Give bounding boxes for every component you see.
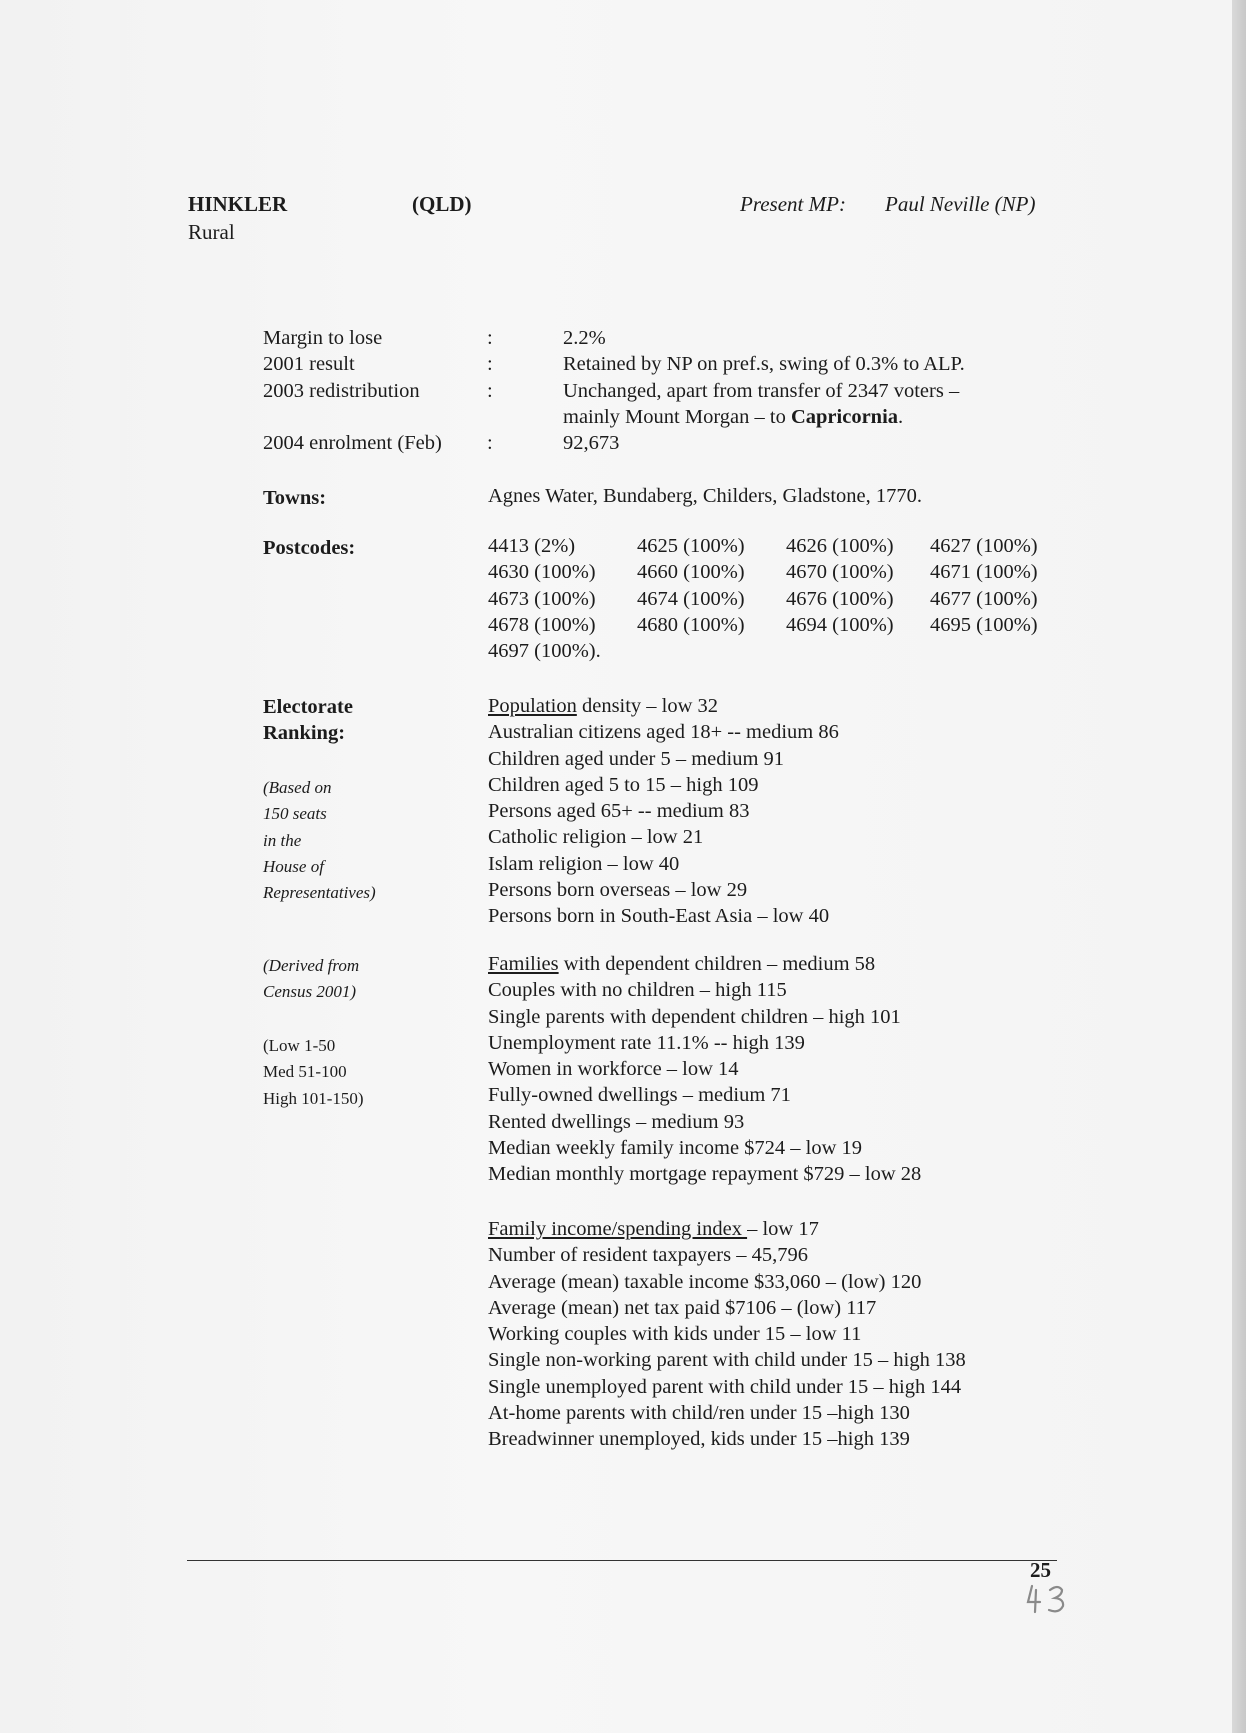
ranking-line: Single parents with dependent children – high 101 (488, 1005, 901, 1028)
present-mp-name: Paul Neville (NP) (885, 192, 1036, 216)
ranking-line: Persons aged 65+ -- medium 83 (488, 800, 750, 823)
postcode-item: 4413 (2%) (488, 535, 576, 557)
ranking-line: Working couples with kids under 15 – low 11 (488, 1323, 862, 1346)
postcode-item: 4677 (100%) (930, 587, 1038, 610)
postcode-item: 4671 (100%) (930, 561, 1038, 584)
postcode-item: 4673 (100%) (488, 587, 596, 610)
fact-label: 2004 enrolment (Feb) (263, 432, 442, 455)
postcode-item: 4626 (100%) (786, 535, 894, 557)
ranking-label-line1: Electorate (263, 696, 353, 718)
facts-labels (263, 325, 442, 456)
postcodes-grid (488, 533, 1050, 664)
facts-separators (487, 325, 493, 456)
ranking-group-families (488, 951, 921, 1188)
ranking-label-line2: Ranking: (263, 722, 346, 744)
postcode-item: 4625 (100%) (637, 535, 745, 557)
electorate-name: HINKLER (188, 192, 288, 216)
fact-value-continuation: mainly Mount Morgan – to Capricornia. (563, 405, 904, 428)
postcodes-label: Postcodes: (263, 537, 356, 559)
towns-label: Towns: (263, 487, 327, 509)
postcode-item: 4680 (100%) (637, 613, 745, 636)
ranking-line: Persons born overseas – low 29 (488, 879, 748, 902)
ranking-group-population (488, 693, 839, 930)
fact-value: Unchanged, apart from transfer of 2347 voters – (563, 379, 960, 402)
ranking-line: At-home parents with child/ren under 15 –high 130 (488, 1402, 910, 1425)
ranking-line: Average (mean) net tax paid $7106 – (low) 117 (488, 1296, 877, 1319)
facts-values (563, 325, 965, 456)
fact-separator: : (487, 432, 493, 455)
present-mp-label: Present MP: (740, 192, 846, 216)
postcode-item: 4674 (100%) (637, 587, 745, 610)
ranking-line: Children aged under 5 – medium 91 (488, 747, 785, 770)
fact-value: 92,673 (563, 432, 620, 455)
ranking-line: Breadwinner unemployed, kids under 15 –high 139 (488, 1428, 910, 1451)
postcode-item: 4695 (100%) (930, 613, 1038, 636)
ranking-line: Catholic religion – low 21 (488, 826, 704, 849)
postcode-item: 4627 (100%) (930, 535, 1038, 557)
ranking-basis-note: (Based on 150 seats in the House of Representatives) (263, 778, 376, 903)
ranking-group-heading: Families with dependent children – medium 58 (488, 953, 876, 975)
ranking-line: Single unemployed parent with child under 15 – high 144 (488, 1375, 962, 1398)
postcode-item: 4670 (100%) (786, 561, 894, 584)
postcode-item: 4697 (100%). (488, 640, 601, 663)
ranking-line: Number of resident taxpayers – 45,796 (488, 1244, 808, 1267)
postcode-item: 4660 (100%) (637, 561, 745, 584)
ranking-line: Fully-owned dwellings – medium 71 (488, 1084, 791, 1107)
fact-label: Margin to lose (263, 327, 383, 349)
ranking-line: Women in workforce – low 14 (488, 1058, 739, 1081)
electorate-type: Rural (188, 220, 235, 244)
fact-separator: : (487, 379, 493, 402)
footer-rule (187, 1560, 1057, 1561)
postcode-item: 4630 (100%) (488, 561, 596, 584)
fact-separator: : (487, 353, 493, 376)
fact-value: 2.2% (563, 327, 606, 349)
ranking-line: Islam religion – low 40 (488, 852, 680, 875)
fact-label: 2001 result (263, 353, 355, 376)
capricornia-text: Capricornia (790, 405, 899, 428)
fact-label: 2003 redistribution (263, 379, 420, 402)
ranking-line: Average (mean) taxable income $33,060 – (low) 120 (488, 1270, 922, 1293)
handwritten-page-number (1026, 1582, 1086, 1616)
postcode-item: 4676 (100%) (786, 587, 894, 610)
ranking-line: Couples with no children – high 115 (488, 979, 787, 1002)
ranking-source-note: (Derived from Census 2001) (263, 956, 360, 1002)
postcode-item: 4678 (100%) (488, 613, 596, 636)
ranking-line: Median monthly mortgage repayment $729 – low 28 (488, 1163, 922, 1186)
ranking-line: Children aged 5 to 15 – high 109 (488, 773, 759, 796)
ranking-group-heading: Population density – low 32 (488, 695, 719, 717)
page-number: 25 (1030, 1558, 1051, 1582)
ranking-line: Rented dwellings – medium 93 (488, 1110, 745, 1133)
fact-value: Retained by NP on pref.s, swing of 0.3% to ALP. (563, 353, 965, 376)
postcode-item: 4694 (100%) (786, 613, 894, 636)
towns-value: Agnes Water, Bundaberg, Childers, Gladstone, 1770. (488, 485, 923, 507)
ranking-line: Median weekly family income $724 – low 19 (488, 1137, 863, 1160)
electorate-state: (QLD) (412, 192, 472, 216)
ranking-group-heading: Family income/spending index – low 17 (488, 1218, 819, 1240)
fact-separator: : (487, 327, 493, 349)
ranking-scale-note: (Low 1-50 Med 51-100 High 101-150) (263, 1036, 364, 1108)
ranking-line: Unemployment rate 11.1% -- high 139 (488, 1031, 805, 1054)
ranking-line: Single non-working parent with child under 15 – high 138 (488, 1349, 966, 1372)
ranking-group-income (488, 1216, 966, 1453)
page-edge-shadow (1232, 0, 1246, 1733)
ranking-line: Persons born in South-East Asia – low 40 (488, 905, 830, 928)
ranking-line: Australian citizens aged 18+ -- medium 86 (488, 721, 839, 744)
